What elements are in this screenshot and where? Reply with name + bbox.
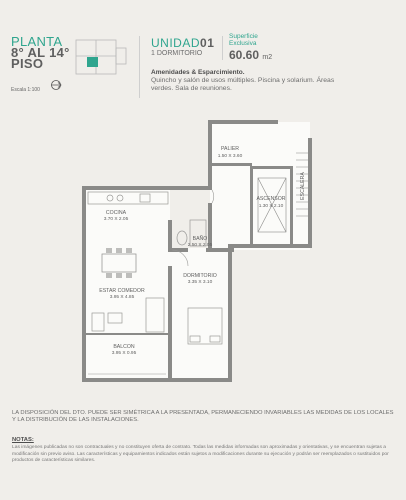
room-name: PALIER [220, 146, 240, 152]
area-value [229, 48, 272, 62]
amenidades-text: Quincho y salón de usos múltiples. Piscina y solarium. Áreas verdes. Sala de reuniones. [151, 77, 335, 92]
floor-plan [60, 108, 350, 398]
room-name: BAÑO [192, 236, 208, 242]
room-name: COCINA [105, 210, 127, 216]
room-dims: 3.35 X 3.10 [187, 280, 213, 285]
room-name: ESTAR COMEDOR [99, 288, 145, 294]
header [0, 0, 406, 100]
room-name: BALCON [113, 344, 135, 350]
room-dims: 2.50 X 2.05 [187, 243, 213, 248]
room-dims: 1.50 X 3.60 [217, 154, 243, 159]
room-name: ASCENSOR [256, 196, 286, 202]
planta-line1: PLANTA [11, 34, 63, 49]
superficie-line1: Superficie [229, 33, 258, 40]
area-unit: m2 [262, 54, 273, 61]
room-dims: 3.95 X 4.85 [109, 295, 135, 300]
unidad-label: UNIDAD [151, 36, 201, 50]
key-plan-icon [68, 36, 130, 82]
notas-text: Las imágenes publicadas no son contractuales y no constituyen oferta de contrato. Todas las medidas informadas son aproximadas y orientativas, y se encuentran sujetas a modificación sin previo aviso. Las características y equipamientos indicados están sujetos a modificaciones durante su ejecución y podrán ser reemplazados o sustituidos por productos de características similares. [12, 445, 389, 464]
unidad-title [151, 36, 214, 50]
superficie-label [229, 33, 258, 47]
room-dims: 3.95 X 0.95 [111, 351, 137, 356]
notas-title: NOTAS: [12, 437, 34, 443]
planta-line2: 8° AL 14° [11, 45, 70, 60]
room-name: ESCALERA [300, 172, 306, 200]
room-dims: 3.70 X 2.05 [103, 217, 129, 222]
dormitorio-count: 1 DORMITORIO [151, 50, 203, 57]
header-divider-2 [222, 36, 223, 60]
room-dims: 1.30 X 2.10 [258, 204, 284, 209]
room-name: DORMITORIO [183, 273, 217, 279]
header-divider [139, 36, 140, 98]
dormitorio-floor [170, 248, 230, 380]
superficie-line2: Exclusiva [229, 40, 257, 47]
amenidades-title: Amenidades & Esparcimiento. [151, 69, 245, 76]
area-number: 60.60 [229, 48, 260, 62]
scale-label: Escala 1:100 [11, 87, 40, 93]
disposicion-note: LA DISPOSICIÓN DEL DTO. PUEDE SER SIMÉTRICA A LA PRESENTADA, PERMANECIENDO INVARIABLES LAS MEDIDAS DE LOS LOCALES Y LA DISTRIBUCIÓN DE LAS INSTALACIONES. [12, 410, 394, 423]
north-arrow-icon [49, 79, 63, 91]
planta-title [11, 36, 70, 69]
core-floor [210, 122, 310, 250]
planta-line3: PISO [11, 56, 44, 71]
unidad-number: 01 [200, 36, 215, 50]
